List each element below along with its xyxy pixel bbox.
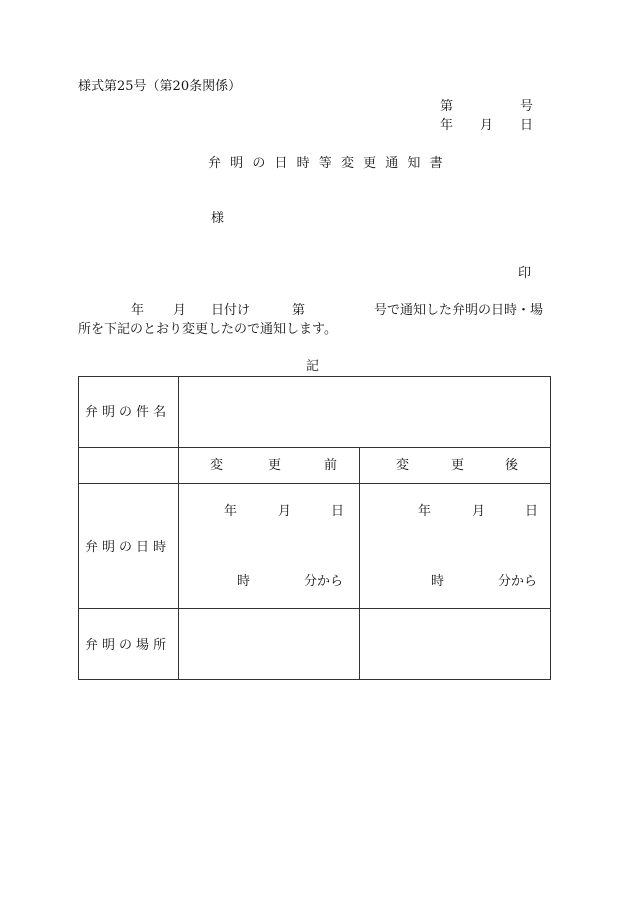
title-char: 弁 <box>208 156 222 171</box>
date-month: 月 <box>480 118 494 133</box>
header-before-2: 更 <box>268 458 282 473</box>
table-vline-label <box>178 377 179 679</box>
title-char: 等 <box>318 156 332 171</box>
doc-number-go: 号 <box>520 99 534 114</box>
ki-heading: 記 <box>306 359 320 374</box>
table-vline-middle <box>359 447 360 679</box>
header-after-1: 変 <box>396 458 410 473</box>
body-line2: 所を下記のとおり変更したので通知します。 <box>78 322 337 337</box>
title-char: の <box>252 156 266 171</box>
row-label-datetime: 弁 明 の 日 時 <box>85 540 167 555</box>
body-year: 年 <box>131 303 145 318</box>
body-line1-end: 号で通知した弁明の日時・場 <box>374 303 544 318</box>
seal-mark: 印 <box>518 266 532 281</box>
after-day: 日 <box>525 504 539 519</box>
after-minute-from: 分から <box>498 574 538 589</box>
date-year: 年 <box>440 118 454 133</box>
before-year: 年 <box>224 504 238 519</box>
before-day: 日 <box>331 504 345 519</box>
notice-table <box>78 376 551 680</box>
document-title <box>208 157 443 170</box>
before-minute-from: 分から <box>304 574 344 589</box>
title-char: 通 <box>385 156 399 171</box>
after-year: 年 <box>418 504 432 519</box>
title-char: 時 <box>296 156 310 171</box>
form-reference: 様式第25号（第20条関係） <box>78 79 242 94</box>
body-month: 月 <box>173 303 187 318</box>
title-char: 更 <box>363 156 377 171</box>
after-month: 月 <box>472 504 486 519</box>
header-before-1: 変 <box>210 458 224 473</box>
header-after-2: 更 <box>451 458 465 473</box>
before-hour: 時 <box>237 574 251 589</box>
row-label-place: 弁 明 の 場 所 <box>85 638 167 653</box>
title-char: 明 <box>230 156 244 171</box>
table-hline-3 <box>79 608 550 609</box>
recipient-sama: 様 <box>211 211 225 226</box>
body-date-of: 日付け <box>211 303 251 318</box>
row-label-case-name: 弁 明 の 件 名 <box>85 405 167 420</box>
title-char: 知 <box>407 156 421 171</box>
table-hline-2 <box>79 483 550 484</box>
title-char: 変 <box>340 156 354 171</box>
body-dai: 第 <box>292 303 306 318</box>
doc-number-dai: 第 <box>440 99 454 114</box>
date-day: 日 <box>520 118 534 133</box>
title-char: 書 <box>429 156 443 171</box>
after-hour: 時 <box>431 574 445 589</box>
header-before-3: 前 <box>324 458 338 473</box>
title-char: 日 <box>274 156 288 171</box>
table-hline-1 <box>79 447 550 448</box>
before-month: 月 <box>278 504 292 519</box>
header-after-3: 後 <box>505 458 519 473</box>
